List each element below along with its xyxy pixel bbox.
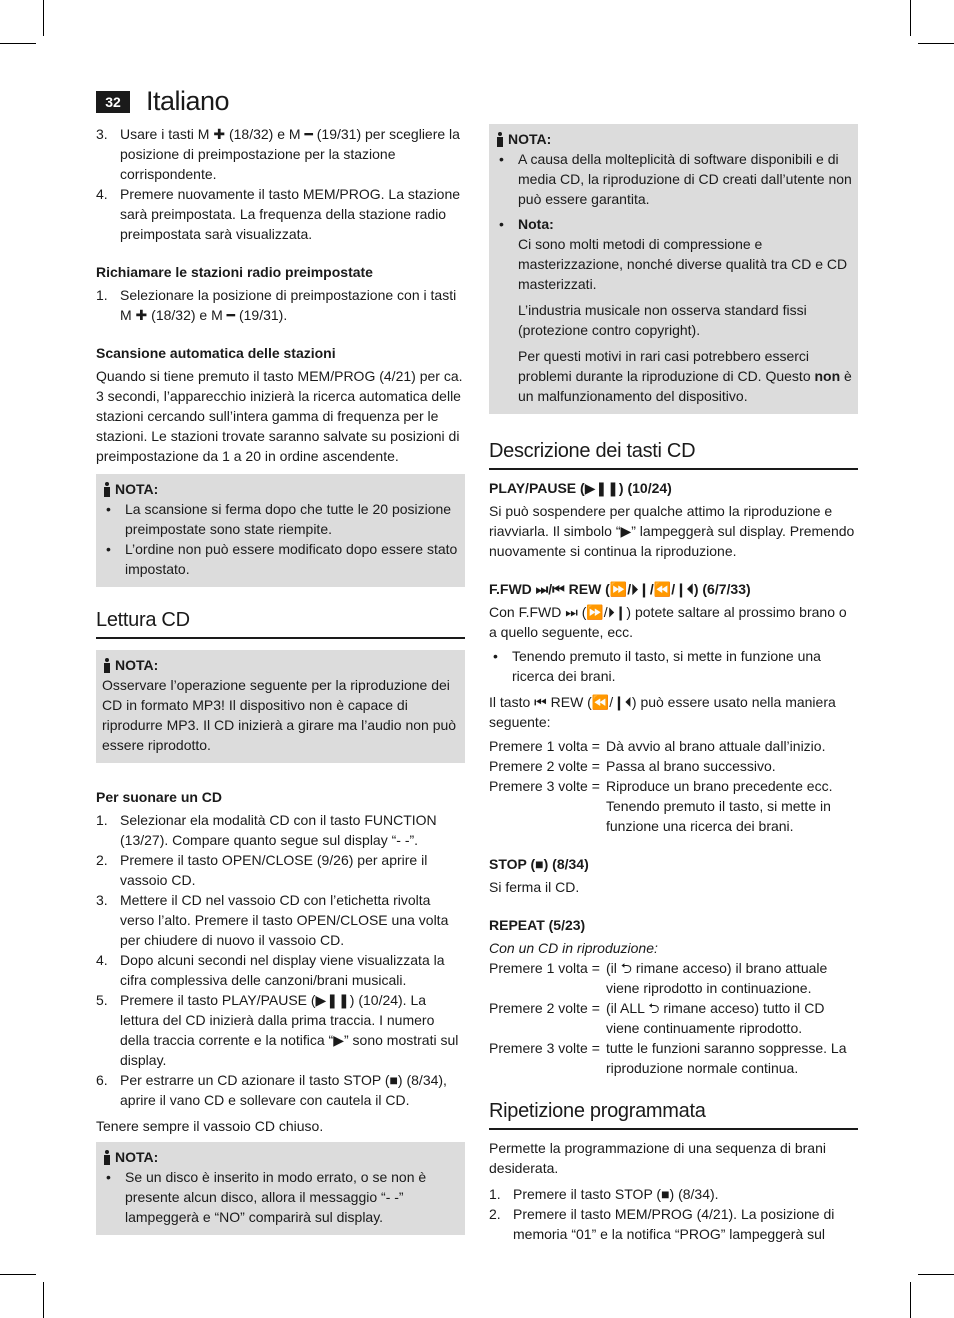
list-item: 1. Premere il tasto STOP (■) (8/34). (489, 1186, 719, 1202)
crop-mark (0, 43, 36, 44)
list-item: 2. Premere il tasto OPEN/CLOSE (9/26) per aprire il vassoio CD. (96, 852, 428, 888)
list-item: 6. Per estrarre un CD azionare il tasto STOP (■) (8/34), aprire il vano CD e sollevare con cautela il CD. (96, 1072, 447, 1108)
crop-mark (0, 1274, 36, 1275)
crop-mark (910, 1282, 911, 1318)
tray-paragraph: Tenere sempre il vassoio CD chiuso. (96, 1118, 324, 1134)
list-item: 1. Selezionare la posizione di preimpostazione con i tasti M ✚ (18/32) e M ━ (19/31). (96, 287, 457, 323)
list-item: 3. Usare i tasti M ✚ (18/32) e M ━ (19/31) per scegliere la posizione di preimpostazione per la stazione corrispondente. (96, 126, 460, 182)
list-item: 1. Selezionar ela modalità CD con il tasto FUNCTION (13/27). Compare quanto segue sul display “- -”. (96, 812, 437, 848)
note-box (489, 124, 858, 414)
crop-mark (43, 1282, 44, 1318)
list-item: • Tenendo premuto il tasto, si mette in funzione una ricerca dei brani. (489, 646, 858, 686)
scan-paragraph: Quando si tiene premuto il tasto MEM/PROG (4/21) per ca. 3 secondi, l’apparecchio inizierà la ricerca automatica delle stazioni cercando sull’intera gamma di frequenza per le stazioni. Le stazioni trovate saranno salvate su posizioni di preimpostazione da 1 a 20 in ordine ascendente. (96, 368, 463, 464)
list-item: 3. Mettere il CD nel vassoio CD con l’etichetta rivolta verso l’alto. Premere il tasto OPEN/CLOSE una volta per chiudere di nuovo il vassoio CD. (96, 892, 449, 948)
crop-mark (910, 0, 911, 36)
subheading-play: Per suonare un CD (96, 789, 223, 805)
list-item: • A causa della molteplicità di software disponibili e di media CD, la riproduzione di CD creati dall’utente non può essere garantita. (495, 149, 852, 209)
list-item: 4. Premere nuovamente il tasto MEM/PROG. La stazione sarà preimpostata. La frequenza della stazione radio preimpostata sarà visualizzata. (96, 186, 461, 242)
list-item: • L’ordine non può essere modificato dopo essere stato impostato. (102, 539, 459, 579)
prog-steps (489, 1184, 858, 1244)
note-box (96, 650, 465, 763)
note-label: NOTA: (115, 481, 159, 497)
note-label: NOTA: (115, 1149, 159, 1165)
page-title: Italiano (146, 86, 230, 116)
info-icon (102, 658, 112, 673)
play-steps (96, 810, 465, 1110)
right-column (489, 124, 858, 1244)
subheading-play-pause: PLAY/PAUSE (▶❚❚) (10/24) (489, 480, 672, 496)
info-icon (102, 1150, 112, 1165)
info-icon (102, 482, 112, 497)
note-paragraph: Ci sono molti metodi di compressione e masterizzazione, nonché diverse qualità tra CD e CD masterizzati. (518, 236, 848, 292)
repeat-subtitle: Con un CD in riproduzione: (489, 940, 658, 956)
preset-steps (96, 124, 465, 244)
list-item (495, 214, 852, 406)
rew-paragraph: Il tasto ⏮ REW (⏪/❙⏴) può essere usato nella maniera seguente: (489, 694, 836, 730)
recall-steps (96, 285, 465, 325)
list-item: • La scansione si ferma dopo che tutte le 20 posizione preimpostate sono state riempite. (102, 499, 459, 539)
note-paragraph: L’industria musicale non osserva standard fissi (protezione contro copyright). (518, 302, 807, 338)
play-pause-paragraph: Si può sospendere per qualche attimo la riproduzione e riavviarla. Il simbolo “▶” lampeggerà sul display. Premendo nuovamente si continua la riproduzione. (489, 503, 855, 559)
subheading-repeat: REPEAT (5/23) (489, 917, 586, 933)
page-header (96, 86, 229, 117)
rew-table: Premere 1 volta = Dà avvio al brano attuale dall’inizio. Premere 2 volte = Passa al brano successivo. Premere 3 volte = Riproduce un brano precedente ecc. Tenendo premuto il tasto, si mette in funzione una ricerca dei brani. (489, 738, 833, 834)
note-box (96, 1142, 465, 1235)
ffwd-paragraph: Con F.FWD ⏭ (⏩/⏵❙) potete saltare al prossimo brano o a quello seguente, ecc. (489, 604, 847, 640)
subheading-ffwd-rew: F.FWD ⏭/⏮ REW (⏩/⏵❙/⏪/❙⏴) (6/7/33) (489, 581, 751, 597)
left-column (96, 124, 465, 1235)
crop-mark (43, 0, 44, 36)
crop-mark (918, 43, 954, 44)
page-number: 32 (96, 91, 130, 113)
stop-paragraph: Si ferma il CD. (489, 879, 580, 895)
crop-mark (918, 1274, 954, 1275)
info-icon (495, 132, 505, 147)
list-item: 4. Dopo alcuni secondi nel display viene visualizzata la cifra complessiva delle canzoni/brani musicali. (96, 952, 445, 988)
note-sublabel: • Nota: (518, 216, 554, 232)
subheading-stop: STOP (■) (8/34) (489, 856, 589, 872)
note-paragraph: Per questi motivi in rari casi potrebbero esserci problemi durante la riproduzione di CD. Questo non è un malfunzionamento del dispositivo. (518, 348, 852, 404)
prog-paragraph: Permette la programmazione di una sequenza di brani desiderata. (489, 1140, 826, 1176)
note-text: Osservare l’operazione seguente per la riproduzione dei CD in formato MP3! Il dispositivo non è capace di riprodurre MP3. Il CD inizierà a girare ma l’audio non può essere riprodotto. (102, 677, 457, 753)
note-label: NOTA: (115, 657, 159, 673)
list-item: • Se un disco è inserito in modo errato, o se non è presente alcun disco, allora il messaggio “- -” lampeggerà e “NO” comparirà sul display. (102, 1167, 459, 1227)
list-item: 2. Premere il tasto MEM/PROG (4/21). La posizione di memoria “01” e la notifica “PROG” lampeggerà sul (489, 1206, 835, 1242)
subheading-recall: Richiamare le stazioni radio preimpostate (96, 264, 373, 280)
list-item: 5. Premere il tasto PLAY/PAUSE (▶❚❚) (10/24). La lettura del CD inizierà dalla prima traccia. I numero della traccia corrente e la notifica “▶” sono mostrati sul display. (96, 992, 459, 1068)
note-box (96, 474, 465, 587)
repeat-table: Premere 1 volta = (il ⮌ rimane acceso) il brano attuale viene riprodotto in continuazione. Premere 2 volte = (il ALL ⮌ rimane acceso) tutto il CD viene continuamente riprodotto. Premere 3 volte = tutte le funzioni saranno soppresse. La riproduzione normale continua. (489, 960, 847, 1076)
subheading-scan: Scansione automatica delle stazioni (96, 345, 336, 361)
section-heading-lettura-cd: Lettura CD (96, 607, 465, 639)
section-heading-ripetizione: Ripetizione programmata (489, 1098, 858, 1130)
section-heading-tasti-cd: Descrizione dei tasti CD (489, 438, 858, 470)
note-label: NOTA: (508, 131, 552, 147)
